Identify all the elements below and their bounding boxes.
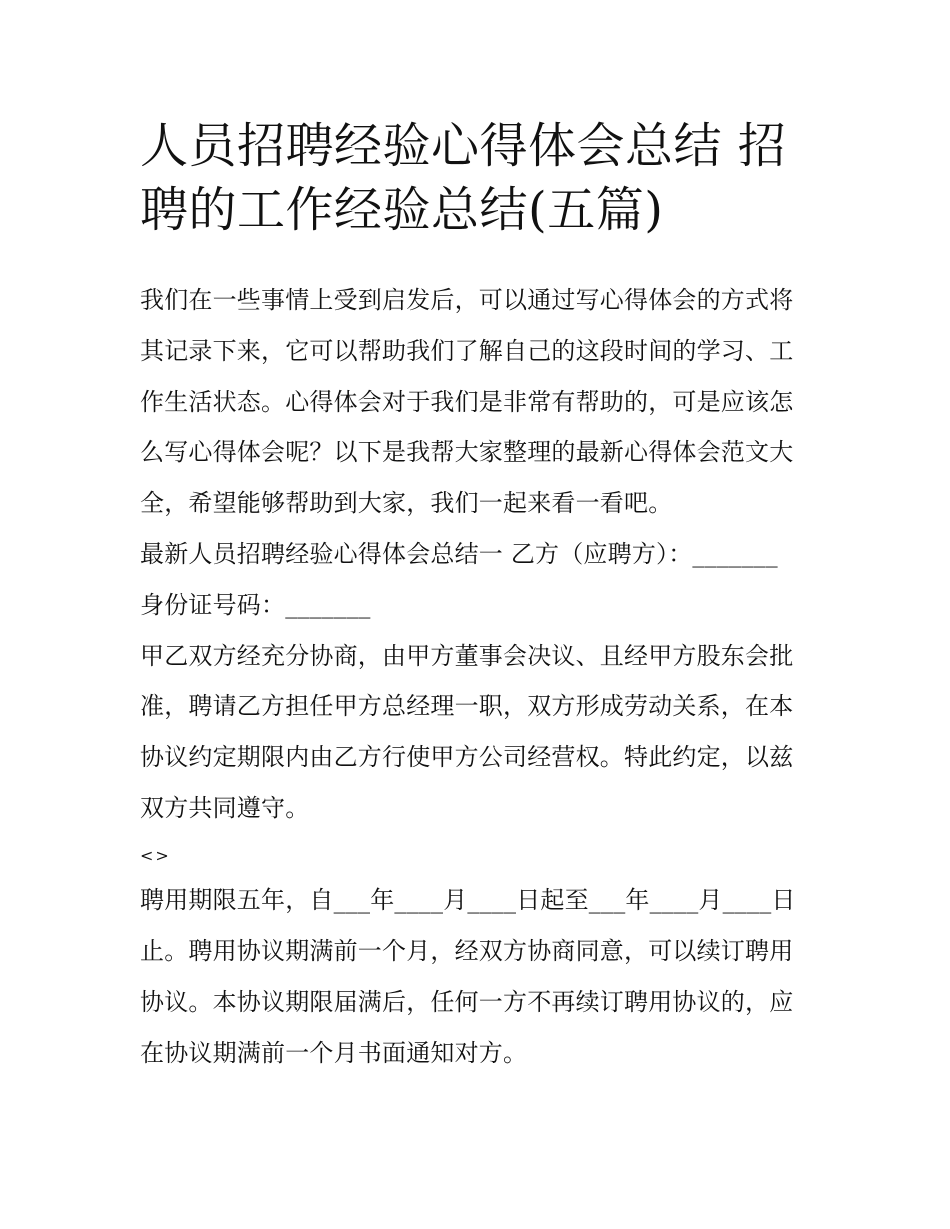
term-line: 止。聘用协议期满前一个月，经双方协商同意，可以续订聘用	[140, 937, 794, 965]
agreement-line: 甲乙双方经充分协商，由甲方董事会决议、且经甲方股东会批	[140, 642, 794, 670]
term-line: 聘用期限五年，自___年____月____日起至___年____月____日	[140, 886, 796, 914]
document-title	[140, 114, 820, 242]
intro-line: 作生活状态。心得体会对于我们是非常有帮助的，可是应该怎	[140, 388, 794, 416]
agreement-line: 协议约定期限内由乙方行使甲方公司经营权。特此约定，以兹	[140, 743, 794, 771]
id-number-line: 身份证号码：_______	[140, 591, 371, 619]
term-line: 在协议期满前一个月书面通知对方。	[140, 1039, 528, 1067]
intro-line: 全，希望能够帮助到大家，我们一起来看一看吧。	[140, 489, 673, 517]
intro-line: 我们在一些事情上受到启发后，可以通过写心得体会的方式将	[140, 286, 794, 314]
intro-line: 其记录下来，它可以帮助我们了解自己的这段时间的学习、工	[140, 337, 794, 365]
title-line: 人员招聘经验心得体会总结 招	[140, 118, 787, 174]
placeholder-marker: <>	[140, 846, 171, 865]
section-heading: 最新人员招聘经验心得体会总结一 乙方（应聘方）：_______	[140, 540, 778, 568]
term-line: 协议。本协议期限届满后，任何一方不再续订聘用协议的，应	[140, 988, 794, 1016]
agreement-line: 准，聘请乙方担任甲方总经理一职，双方形成劳动关系，在本	[140, 692, 794, 720]
intro-line: 么写心得体会呢？以下是我帮大家整理的最新心得体会范文大	[140, 438, 794, 466]
agreement-line: 双方共同遵守。	[140, 794, 310, 822]
title-line: 聘的工作经验总结(五篇)	[140, 182, 664, 238]
